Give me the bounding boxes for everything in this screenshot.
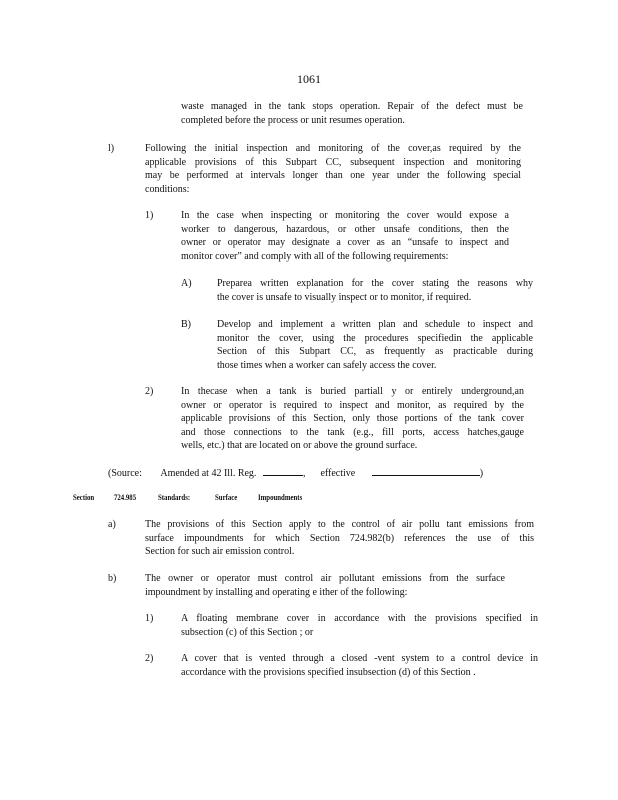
paragraph-b-2	[181, 652, 538, 679]
effective-date-blank	[372, 466, 480, 476]
text-line: A floating membrane cover in accordance with the provisions specified in	[181, 613, 538, 624]
text-line: The provisions of this Section apply to the control of air pollu tant emissions from	[145, 519, 534, 530]
text-line: Section of this Subpart CC, as frequently as practicable during	[217, 346, 533, 358]
paragraph-a	[145, 518, 534, 559]
continuation-paragraph	[181, 100, 523, 127]
paragraph-B	[217, 318, 533, 372]
source-note	[108, 466, 483, 481]
paragraph-l-1	[181, 209, 509, 263]
register-blank	[263, 466, 303, 476]
item-label-B: B)	[181, 319, 191, 330]
source-comma: ,	[302, 468, 306, 479]
text-line: monitor cover” and comply with all of the following requirements:	[181, 250, 449, 262]
text-line: In thecase when a tank is buried partiall y or entirely underground,an	[181, 386, 524, 397]
source-amended: Amended at 42 Ill. Reg.	[160, 468, 257, 479]
section-heading-title-3: Impoundments	[258, 493, 303, 502]
section-heading-title-2: Surface	[215, 493, 238, 502]
item-label-b-2: 2)	[145, 653, 154, 664]
text-line: may be performed at intervals longer than one year under the following special	[145, 170, 521, 182]
item-label-A: A)	[181, 278, 192, 289]
paragraph-b	[145, 572, 505, 599]
text-line: waste managed in the tank stops operation. Repair of the defect must be	[181, 101, 523, 112]
item-label-a: a)	[108, 519, 116, 530]
text-line: Section for such air emission control.	[145, 546, 295, 558]
item-label-b-1: 1)	[145, 613, 154, 624]
text-line: applicable provisions of this Section, only those portions of the tank cover	[181, 413, 524, 425]
text-line: A cover that is vented through a closed -vent system to a control device in	[181, 653, 538, 664]
source-close: )	[479, 468, 484, 479]
page-number: 1061	[297, 72, 321, 86]
text-line: worker to dangerous, hazardous, or other unsafe conditions, then the	[181, 223, 509, 235]
paragraph-b-1	[181, 612, 538, 639]
text-line: monitor the cover, using the procedures specifiedin the applicable	[217, 332, 533, 344]
text-line: completed before the process or unit resumes operation.	[181, 114, 405, 126]
source-effective: effective	[320, 468, 356, 479]
section-heading-title-1: Standards:	[158, 493, 191, 502]
paragraph-l	[145, 142, 521, 196]
text-line: The owner or operator must control air pollutant emissions from the surface	[145, 573, 505, 584]
text-line: subsection (c) of this Section ; or	[181, 626, 314, 638]
item-label-l: l)	[108, 143, 115, 154]
text-line: applicable provisions of this Subpart CC, subsequent inspection and monitoring	[145, 156, 521, 168]
paragraph-l-2	[181, 385, 524, 453]
text-line: and those connections to the tank (e.g., fill ports, access hatches,gauge	[181, 426, 524, 438]
paragraph-A	[217, 277, 533, 304]
section-heading-word: Section	[73, 493, 95, 502]
text-line: impoundment by installing and operating e ither of the following:	[145, 586, 408, 598]
text-line: owner or operator is required to inspect and monitor, as required by the	[181, 399, 524, 411]
item-label-l-2: 2)	[145, 386, 154, 397]
text-line: surface impoundments for which Section 724.982(b) references the use of this	[145, 532, 534, 544]
text-line: those times when a worker can safely access the cover.	[217, 359, 437, 371]
text-line: accordance with the provisions specified insubsection (d) of this Section .	[181, 666, 476, 678]
text-line: wells, etc.) that are located on or above the ground surface.	[181, 440, 418, 452]
text-line: conditions:	[145, 183, 190, 195]
text-line: Develop and implement a written plan and schedule to inspect and	[217, 319, 533, 330]
item-label-b: b)	[108, 573, 117, 584]
text-line: In the case when inspecting or monitoring the cover would expose a	[181, 210, 509, 221]
item-label-l-1: 1)	[145, 210, 154, 221]
source-open: (Source:	[108, 468, 142, 479]
text-line: owner or operator may designate a cover as an “unsafe to inspect and	[181, 237, 509, 249]
text-line: the cover is unsafe to visually inspect or to monitor, if required.	[217, 291, 472, 303]
section-heading-number: 724.985	[114, 493, 137, 502]
text-line: Following the initial inspection and monitoring of the cover,as required by the	[145, 143, 521, 154]
text-line: Preparea written explanation for the cover stating the reasons why	[217, 278, 533, 289]
